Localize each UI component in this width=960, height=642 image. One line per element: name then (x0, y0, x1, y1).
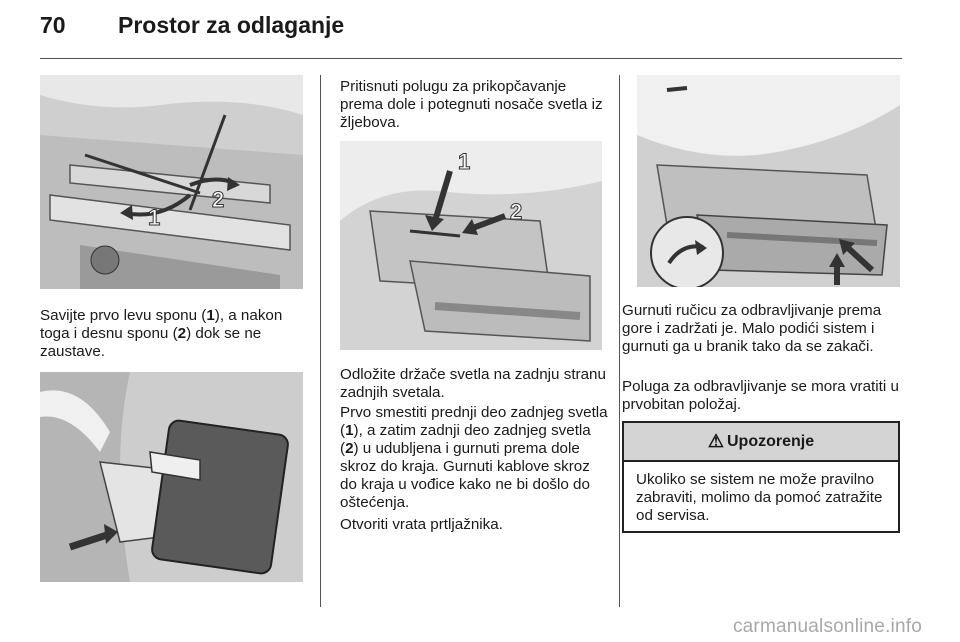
fig1-callout-2: 2 (212, 187, 225, 212)
warning-text: Ukoliko se sistem ne može pravilno zabraviti, molimo da pomoć zatražite od servisa. (636, 471, 883, 524)
warning-box (622, 421, 900, 533)
fig2-callout-1: 1 (458, 149, 471, 174)
column-divider-left (320, 75, 321, 607)
figure-release-lever (340, 141, 602, 350)
text-run: ) dok se ne zaustave. (40, 325, 262, 360)
fig2-callout-2: 2 (510, 199, 523, 224)
header-rule (40, 58, 902, 59)
text-run: ), a nakon toga i desnu sponu ( (40, 307, 283, 342)
figure-lamp-holder-drawing (40, 372, 303, 582)
text-run: ) u udubljena i gurnuti prema dole skroz do kraja. Gurnuti kablove skroz do kraja u vođice kako ne bi došlo do oštećenja. (340, 440, 590, 511)
figure-bracket-clips (40, 75, 303, 289)
figure-release-lever-drawing (340, 141, 602, 350)
col2-step-2 (340, 404, 608, 512)
bold-ref: 1 (206, 307, 215, 324)
bold-ref: 2 (345, 440, 354, 457)
watermark: carmanualsonline.info (732, 616, 922, 637)
warning-triangle-icon: ⚠ (707, 431, 724, 451)
text-run: Prvo smestiti prednji deo zadnjeg svetla ( (340, 404, 608, 439)
bold-ref: 2 (177, 325, 187, 342)
fig1-callout-1: 1 (148, 205, 161, 230)
col2-step-1: Odložite držače svetla na zadnju stranu zadnjih svetala. (340, 366, 606, 401)
col1-paragraph (40, 307, 312, 361)
text-run: Savijte prvo levu sponu ( (40, 307, 207, 324)
figure-bumper-insert-drawing (637, 75, 900, 287)
column-divider-right (619, 75, 620, 607)
figure-lamp-holder (40, 372, 303, 582)
col2-step-3: Otvoriti vrata prtljažnika. (340, 516, 503, 533)
col3-step-2: Poluga za odbravljivanje se mora vratiti u prvobitan položaj. (622, 378, 899, 413)
col2-intro: Pritisnuti polugu za prikopčavanje prema dole i potegnuti nosače svetla iz žljebova. (340, 78, 603, 131)
text-run: ), a zatim zadnji deo zadnjeg svetla ( (340, 422, 591, 457)
col3-step-1: Gurnuti ručicu za odbravljivanje prema gore i zadržati je. Malo podići sistem i gurnuti ga u branik tako da se zakači. (622, 302, 882, 355)
warning-header (624, 423, 898, 462)
page-number: 70 (40, 12, 66, 38)
page-title: Prostor za odlaganje (118, 12, 345, 38)
figure-bracket-clips-drawing (40, 75, 303, 289)
figure-bumper-insert (637, 75, 900, 287)
bold-ref: 1 (345, 422, 354, 439)
warning-title: Upozorenje (727, 432, 815, 450)
